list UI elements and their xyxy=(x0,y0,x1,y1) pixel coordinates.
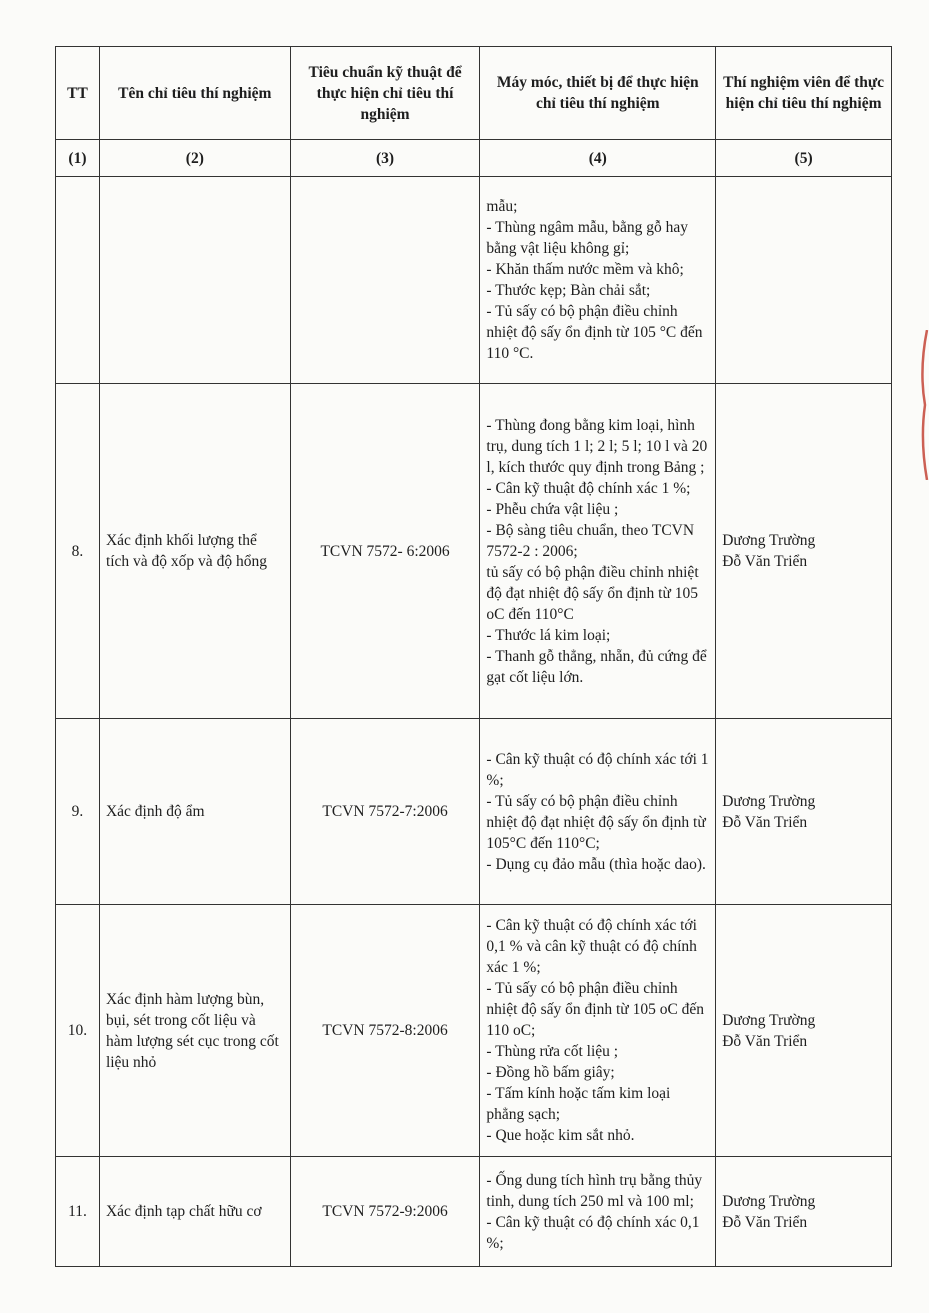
column-number: (1) xyxy=(56,140,100,177)
equipment-item: - Cân kỹ thuật có độ chính xác 0,1 %; xyxy=(486,1213,700,1252)
tester-name: Đỗ Văn Triển xyxy=(722,1213,808,1231)
tester-name: Dương Trường xyxy=(722,792,816,810)
tester-names xyxy=(716,905,892,1157)
column-number: (3) xyxy=(290,140,480,177)
equipment-item: - Cân kỹ thuật độ chính xác 1 %; xyxy=(486,479,691,497)
column-number: (5) xyxy=(716,140,892,177)
equipment-list xyxy=(480,905,716,1157)
equipment-item: - Cân kỹ thuật có độ chính xác tới 1 %; xyxy=(486,750,709,789)
equipment-item: - Tủ sấy có bộ phận điều chỉnh nhiệt độ sấy ổn định từ 105 °C đến 110 °C. xyxy=(486,303,703,362)
equipment-item: - Tủ sấy có bộ phận điều chỉnh nhiệt độ đạt nhiệt độ sấy ổn định từ 105°C đến 110°C; xyxy=(486,792,706,852)
equipment-item: - Thùng ngâm mẫu, bằng gỗ hay bằng vật liệu không gỉ; xyxy=(486,219,689,257)
tester-names xyxy=(716,384,892,719)
equipment-item: - Thùng đong bằng kim loại, hình trụ, dung tích 1 l; 2 l; 5 l; 10 l và 20 l, kích thước quy định trong Bảng ; xyxy=(486,416,708,476)
equipment-item: - Phễu chứa vật liệu ; xyxy=(486,500,619,518)
row-number: 9. xyxy=(56,719,100,905)
column-number-row xyxy=(56,140,892,177)
header-equipment: Máy móc, thiết bị để thực hiện chỉ tiêu thí nghiệm xyxy=(480,47,716,140)
stamp-edge-mark xyxy=(917,330,929,480)
equipment-item: tủ sấy có bộ phận điều chỉnh nhiệt độ đạt nhiệt độ sấy ổn định từ 105 oC đến 110°C xyxy=(486,563,699,623)
table-row xyxy=(56,177,892,384)
technical-standard xyxy=(290,177,480,384)
tester-names xyxy=(716,177,892,384)
table-row xyxy=(56,719,892,905)
equipment-item: - Ống dung tích hình trụ bằng thủy tinh, dung tích 250 ml và 100 ml; xyxy=(486,1171,703,1210)
table-row xyxy=(56,905,892,1157)
technical-standard: TCVN 7572-7:2006 xyxy=(290,719,480,905)
equipment-item: - Thước lá kim loại; xyxy=(486,626,611,644)
table-header-row xyxy=(56,47,892,140)
tester-name: Dương Trường xyxy=(722,532,816,549)
header-tt: TT xyxy=(56,47,100,140)
equipment-item: - Khăn thấm nước mềm và khô; xyxy=(486,261,684,278)
row-number: 8. xyxy=(56,384,100,719)
table-row xyxy=(56,1157,892,1267)
criterion-name: Xác định độ ẩm xyxy=(99,719,290,905)
technical-standard: TCVN 7572-9:2006 xyxy=(290,1157,480,1267)
tester-name: Dương Trường xyxy=(722,1192,816,1210)
header-tester: Thí nghiệm viên để thực hiện chỉ tiêu thí nghiệm xyxy=(716,47,892,140)
criterion-name: Xác định khối lượng thể tích và độ xốp và độ hổng xyxy=(99,384,290,719)
equipment-list xyxy=(480,384,716,719)
tester-name: Đỗ Văn Triển xyxy=(722,553,808,570)
tester-name: Đỗ Văn Triển xyxy=(722,1032,808,1050)
equipment-item: - Tấm kính hoặc tấm kim loại phẳng sạch; xyxy=(486,1085,671,1123)
equipment-item: - Thanh gỗ thẳng, nhẵn, đủ cứng để gạt cốt liệu lớn. xyxy=(486,647,707,686)
equipment-list xyxy=(480,719,716,905)
tester-names xyxy=(716,719,892,905)
equipment-list xyxy=(480,177,716,384)
equipment-item: - Que hoặc kim sắt nhỏ. xyxy=(486,1127,635,1144)
column-number: (2) xyxy=(99,140,290,177)
equipment-item: - Đồng hồ bấm giây; xyxy=(486,1064,615,1081)
test-criteria-table xyxy=(55,46,892,1267)
tester-names xyxy=(716,1157,892,1267)
equipment-list xyxy=(480,1157,716,1267)
row-number xyxy=(56,177,100,384)
equipment-item: - Thước kẹp; Bàn chải sắt; xyxy=(486,282,651,299)
table-row xyxy=(56,384,892,719)
equipment-item: - Dụng cụ đảo mẫu (thìa hoặc dao). xyxy=(486,855,706,873)
row-number: 11. xyxy=(56,1157,100,1267)
equipment-item: - Bộ sàng tiêu chuẩn, theo TCVN 7572-2 : 2006; xyxy=(486,521,695,560)
tester-name: Đỗ Văn Triển xyxy=(722,813,808,831)
equipment-item: mẫu; xyxy=(486,198,518,215)
criterion-name: Xác định tạp chất hữu cơ xyxy=(99,1157,290,1267)
header-standard: Tiêu chuẩn kỹ thuật để thực hiện chỉ tiêu thí nghiệm xyxy=(290,47,480,140)
technical-standard: TCVN 7572- 6:2006 xyxy=(290,384,480,719)
column-number: (4) xyxy=(480,140,716,177)
criterion-name: Xác định hàm lượng bùn, bụi, sét trong cốt liệu và hàm lượng sét cục trong cốt liệu nhỏ xyxy=(99,905,290,1157)
tester-name: Dương Trường xyxy=(722,1011,816,1029)
equipment-item: - Thùng rửa cốt liệu ; xyxy=(486,1043,619,1060)
technical-standard: TCVN 7572-8:2006 xyxy=(290,905,480,1157)
header-criterion-name: Tên chỉ tiêu thí nghiệm xyxy=(99,47,290,140)
row-number: 10. xyxy=(56,905,100,1157)
equipment-item: - Tủ sấy có bộ phận điều chỉnh nhiệt độ sấy ổn định từ 105 oC đến 110 oC; xyxy=(486,980,705,1039)
equipment-item: - Cân kỹ thuật có độ chính xác tới 0,1 % và cân kỹ thuật có độ chính xác 1 %; xyxy=(486,917,697,976)
criterion-name xyxy=(99,177,290,384)
table-body xyxy=(56,177,892,1267)
